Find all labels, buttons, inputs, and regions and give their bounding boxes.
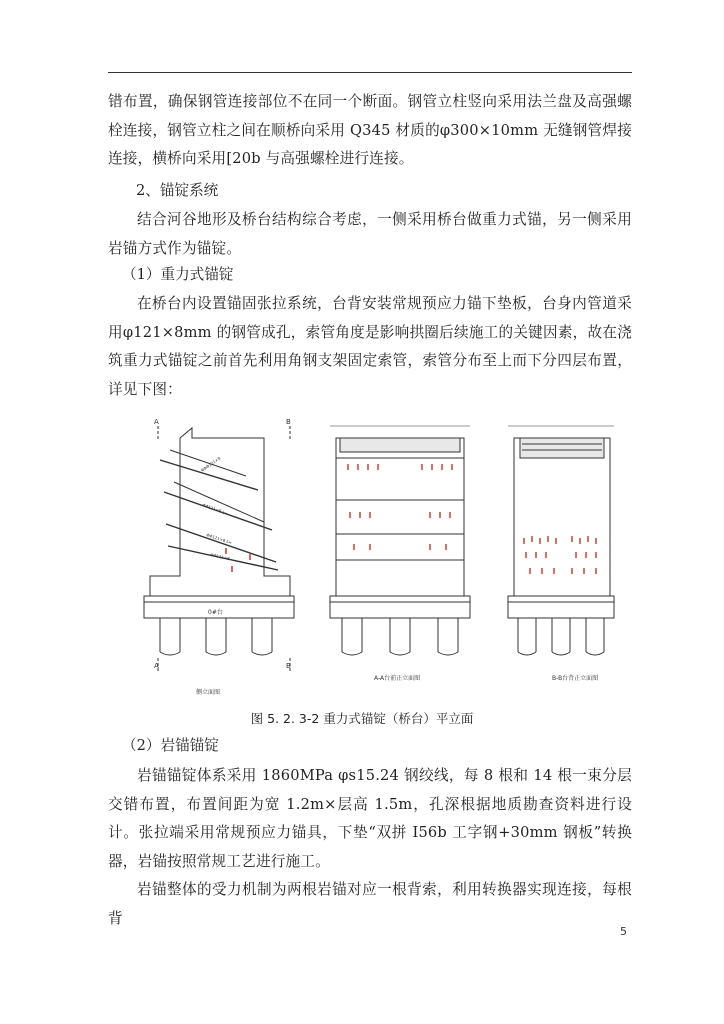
paragraph-rock-anchor: 岩锚锚锭体系采用 1860MPa φs15.24 钢绞线，每 8 根和 14 根一束分层交错布置，布置间距为宽 1.2m×层高 1.5m，孔深根据地质勘查资料进行设计。张拉端采用常规预应力锚具，下垫“双拼 I56b 工字钢+30mm 钢板”转换器，岩锚按照常规工艺进行施工。 bbox=[108, 767, 632, 870]
front-elevation-view bbox=[330, 426, 470, 682]
figure-caption: 图 5. 2. 3-2 重力式锚锭（桥台）平立面 bbox=[250, 711, 474, 726]
paragraph-gravity-anchor: 在桥台内设置锚固张拉系统，台背安装常规预应力锚下垫板，台身内管道采用φ121×8mm 的钢管成孔，索管角度是影响拱圈后续施工的关键因素，故在浇筑重力式锚锭之前首先利用角钢支架固定索管，索管分布至上而下分四层布置，详见下图： bbox=[108, 295, 632, 398]
side-view-label: 侧立面图 bbox=[196, 689, 221, 696]
paragraph-steel-tube-connection: 错布置，确保钢管连接部位不在同一个断面。钢管立柱竖向采用法兰盘及高强螺栓连接，钢管立柱之间在顺桥向采用 Q345 材质的φ300×10mm 无缝钢管焊接连接，横桥向采用[20b 与高强螺栓进行连接。 bbox=[108, 93, 632, 167]
gravity-anchor-figure bbox=[140, 410, 620, 700]
abutment-label: 0#台 bbox=[208, 609, 223, 616]
header-rule bbox=[108, 72, 632, 73]
page-number: 5 bbox=[620, 925, 627, 938]
heading-gravity-anchor: （1）重力式锚锭 bbox=[122, 266, 234, 283]
svg-text:ΦΦ121×8 L=: ΦΦ121×8 L= bbox=[201, 502, 229, 517]
section-mark-b-bottom: B bbox=[286, 662, 291, 670]
paragraph-anchorage-overview: 结合河谷地形及桥台结构综合考虑，一侧采用桥台做重力式锚，另一侧采用岩锚方式作为锚锭。 bbox=[108, 211, 632, 257]
section-mark-a-top: A bbox=[154, 418, 159, 426]
back-elevation-view bbox=[508, 426, 614, 682]
heading-rock-anchor: （2）岩锚锚锭 bbox=[122, 737, 219, 754]
svg-text:ΦΦΦ121×8: ΦΦΦ121×8 bbox=[199, 455, 222, 473]
svg-text:ΦΦ121×8 L=: ΦΦ121×8 L= bbox=[205, 532, 233, 546]
front-view-label: A-A台前正立面图 bbox=[374, 675, 421, 682]
section-mark-a-bottom: A bbox=[154, 662, 159, 670]
section-mark-b-top: B bbox=[286, 418, 291, 426]
side-elevation-view bbox=[144, 418, 294, 696]
back-view-label: B-B台背正立面图 bbox=[552, 675, 599, 682]
paragraph-rock-anchor-mechanism: 岩锚整体的受力机制为两根岩锚对应一根背索，利用转换器实现连接，每根背 bbox=[108, 881, 632, 927]
svg-text:ΦΦ121×8: ΦΦ121×8 bbox=[209, 552, 231, 562]
heading-anchorage-system: 2、锚锭系统 bbox=[136, 182, 219, 199]
